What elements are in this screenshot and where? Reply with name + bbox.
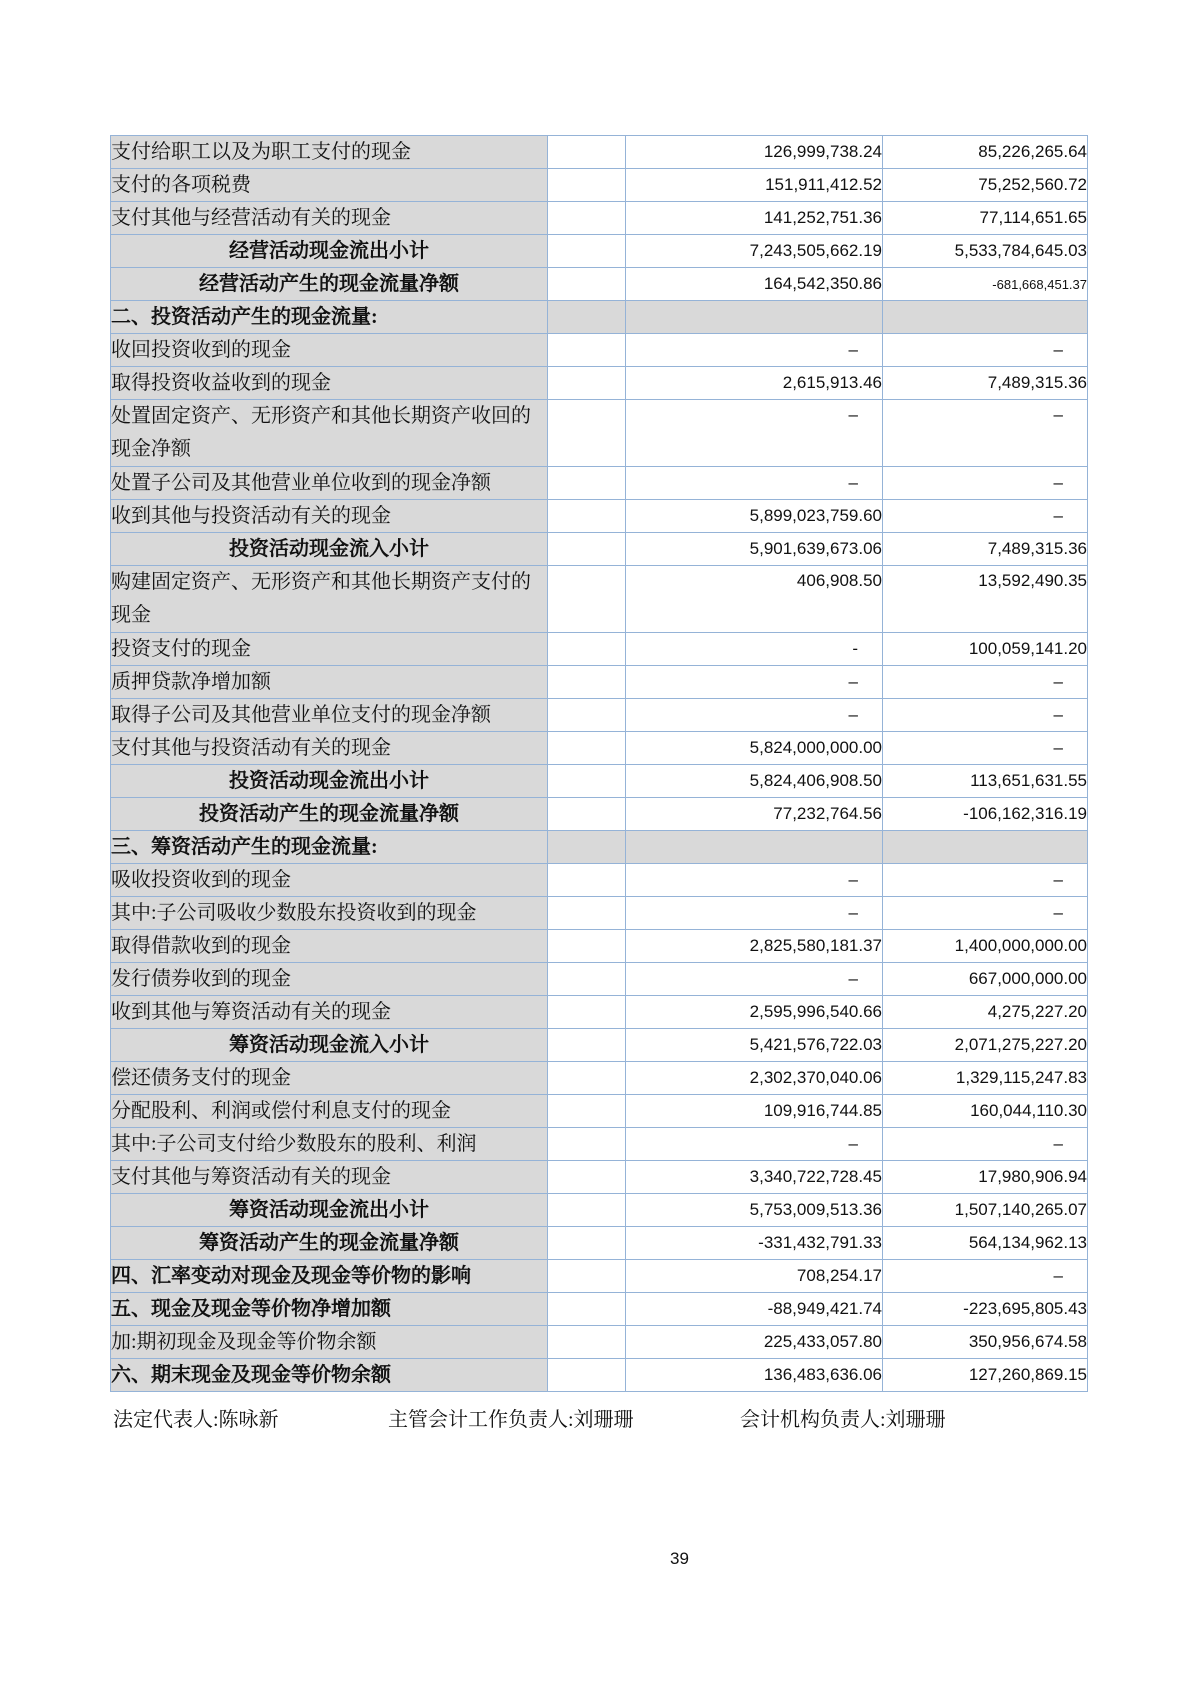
spacer-cell bbox=[548, 1095, 626, 1128]
row-label: 二、投资活动产生的现金流量: bbox=[111, 301, 548, 334]
row-label: 加:期初现金及现金等价物余额 bbox=[111, 1326, 548, 1359]
row-label: 吸收投资收到的现金 bbox=[111, 864, 548, 897]
value-current-period bbox=[626, 301, 883, 334]
table-row bbox=[111, 864, 1088, 897]
table-row bbox=[111, 367, 1088, 400]
spacer-cell bbox=[548, 831, 626, 864]
value-current-period: 141,252,751.36 bbox=[626, 202, 883, 235]
value-current-period: – bbox=[626, 1128, 883, 1161]
value-current-period: 2,615,913.46 bbox=[626, 367, 883, 400]
spacer-cell bbox=[548, 1194, 626, 1227]
row-label: 处置子公司及其他营业单位收到的现金净额 bbox=[111, 467, 548, 500]
row-label: 筹资活动现金流入小计 bbox=[111, 1029, 548, 1062]
value-prior-period: 2,071,275,227.20 bbox=[883, 1029, 1088, 1062]
table-row bbox=[111, 566, 1088, 633]
value-prior-period: 1,507,140,265.07 bbox=[883, 1194, 1088, 1227]
row-label: 投资支付的现金 bbox=[111, 633, 548, 666]
row-label: 购建固定资产、无形资产和其他长期资产支付的现金 bbox=[111, 566, 548, 633]
spacer-cell bbox=[548, 467, 626, 500]
value-prior-period: – bbox=[883, 467, 1088, 500]
value-current-period: 5,824,000,000.00 bbox=[626, 732, 883, 765]
spacer-cell bbox=[548, 798, 626, 831]
spacer-cell bbox=[548, 1161, 626, 1194]
spacer-cell bbox=[548, 996, 626, 1029]
value-current-period: 126,999,738.24 bbox=[626, 136, 883, 169]
table-row bbox=[111, 1029, 1088, 1062]
row-label: 四、汇率变动对现金及现金等价物的影响 bbox=[111, 1260, 548, 1293]
table-row bbox=[111, 765, 1088, 798]
row-label: 经营活动现金流出小计 bbox=[111, 235, 548, 268]
row-label: 收到其他与筹资活动有关的现金 bbox=[111, 996, 548, 1029]
cash-flow-table bbox=[110, 135, 1088, 1392]
value-prior-period: 4,275,227.20 bbox=[883, 996, 1088, 1029]
row-label: 取得投资收益收到的现金 bbox=[111, 367, 548, 400]
value-current-period: – bbox=[626, 897, 883, 930]
value-current-period: – bbox=[626, 963, 883, 996]
spacer-cell bbox=[548, 1293, 626, 1326]
row-label: 投资活动现金流出小计 bbox=[111, 765, 548, 798]
row-label: 支付其他与投资活动有关的现金 bbox=[111, 732, 548, 765]
value-prior-period: 564,134,962.13 bbox=[883, 1227, 1088, 1260]
row-label: 投资活动现金流入小计 bbox=[111, 533, 548, 566]
value-prior-period: -681,668,451.37 bbox=[883, 268, 1088, 301]
value-prior-period: – bbox=[883, 732, 1088, 765]
table-row bbox=[111, 699, 1088, 732]
spacer-cell bbox=[548, 765, 626, 798]
value-current-period: – bbox=[626, 400, 883, 467]
table-row bbox=[111, 500, 1088, 533]
value-prior-period bbox=[883, 301, 1088, 334]
value-current-period: – bbox=[626, 699, 883, 732]
value-current-period: 2,595,996,540.66 bbox=[626, 996, 883, 1029]
table-row bbox=[111, 533, 1088, 566]
table-row bbox=[111, 1359, 1088, 1392]
row-label: 取得借款收到的现金 bbox=[111, 930, 548, 963]
table-row bbox=[111, 400, 1088, 467]
table-body bbox=[111, 136, 1088, 1392]
row-label: 处置固定资产、无形资产和其他长期资产收回的现金净额 bbox=[111, 400, 548, 467]
value-prior-period: – bbox=[883, 1128, 1088, 1161]
value-current-period: 2,825,580,181.37 bbox=[626, 930, 883, 963]
spacer-cell bbox=[548, 202, 626, 235]
value-prior-period: – bbox=[883, 1260, 1088, 1293]
value-current-period: 225,433,057.80 bbox=[626, 1326, 883, 1359]
spacer-cell bbox=[548, 897, 626, 930]
table-row bbox=[111, 930, 1088, 963]
value-prior-period: 350,956,674.58 bbox=[883, 1326, 1088, 1359]
row-label: 其中:子公司支付给少数股东的股利、利润 bbox=[111, 1128, 548, 1161]
row-label: 支付的各项税费 bbox=[111, 169, 548, 202]
spacer-cell bbox=[548, 500, 626, 533]
table-row bbox=[111, 666, 1088, 699]
value-prior-period: 75,252,560.72 bbox=[883, 169, 1088, 202]
value-current-period: 5,901,639,673.06 bbox=[626, 533, 883, 566]
value-current-period: 77,232,764.56 bbox=[626, 798, 883, 831]
value-current-period: 164,542,350.86 bbox=[626, 268, 883, 301]
spacer-cell bbox=[548, 400, 626, 467]
value-prior-period bbox=[883, 831, 1088, 864]
value-current-period: 109,916,744.85 bbox=[626, 1095, 883, 1128]
table-row bbox=[111, 301, 1088, 334]
table-row bbox=[111, 1326, 1088, 1359]
value-prior-period: 1,329,115,247.83 bbox=[883, 1062, 1088, 1095]
spacer-cell bbox=[548, 1260, 626, 1293]
row-label: 质押贷款净增加额 bbox=[111, 666, 548, 699]
table-row bbox=[111, 1260, 1088, 1293]
row-label: 五、现金及现金等价物净增加额 bbox=[111, 1293, 548, 1326]
spacer-cell bbox=[548, 367, 626, 400]
table-row bbox=[111, 1194, 1088, 1227]
row-label: 经营活动产生的现金流量净额 bbox=[111, 268, 548, 301]
value-prior-period: – bbox=[883, 400, 1088, 467]
row-label: 其中:子公司吸收少数股东投资收到的现金 bbox=[111, 897, 548, 930]
spacer-cell bbox=[548, 533, 626, 566]
table-row bbox=[111, 1227, 1088, 1260]
row-label: 支付其他与经营活动有关的现金 bbox=[111, 202, 548, 235]
spacer-cell bbox=[548, 963, 626, 996]
spacer-cell bbox=[548, 1029, 626, 1062]
value-current-period: 3,340,722,728.45 bbox=[626, 1161, 883, 1194]
table-row bbox=[111, 467, 1088, 500]
row-label: 筹资活动产生的现金流量净额 bbox=[111, 1227, 548, 1260]
value-current-period: -88,949,421.74 bbox=[626, 1293, 883, 1326]
value-prior-period: -223,695,805.43 bbox=[883, 1293, 1088, 1326]
spacer-cell bbox=[548, 864, 626, 897]
value-prior-period: 160,044,110.30 bbox=[883, 1095, 1088, 1128]
value-prior-period: 5,533,784,645.03 bbox=[883, 235, 1088, 268]
row-label: 支付给职工以及为职工支付的现金 bbox=[111, 136, 548, 169]
spacer-cell bbox=[548, 169, 626, 202]
value-prior-period: – bbox=[883, 897, 1088, 930]
value-current-period: – bbox=[626, 666, 883, 699]
value-prior-period: 17,980,906.94 bbox=[883, 1161, 1088, 1194]
value-current-period: 7,243,505,662.19 bbox=[626, 235, 883, 268]
table-row bbox=[111, 996, 1088, 1029]
value-prior-period: – bbox=[883, 334, 1088, 367]
accounting-department-head-signature: 会计机构负责人:刘珊珊 bbox=[740, 1409, 946, 1431]
table-row bbox=[111, 169, 1088, 202]
table-row bbox=[111, 1161, 1088, 1194]
value-prior-period: -106,162,316.19 bbox=[883, 798, 1088, 831]
value-current-period: – bbox=[626, 864, 883, 897]
value-current-period: 5,824,406,908.50 bbox=[626, 765, 883, 798]
chief-accountant-signature: 主管会计工作负责人:刘珊珊 bbox=[388, 1409, 634, 1431]
spacer-cell bbox=[548, 732, 626, 765]
spacer-cell bbox=[548, 699, 626, 732]
table-row bbox=[111, 334, 1088, 367]
table-row bbox=[111, 897, 1088, 930]
value-prior-period: 7,489,315.36 bbox=[883, 367, 1088, 400]
value-current-period: 2,302,370,040.06 bbox=[626, 1062, 883, 1095]
table-row bbox=[111, 202, 1088, 235]
spacer-cell bbox=[548, 930, 626, 963]
row-label: 收到其他与投资活动有关的现金 bbox=[111, 500, 548, 533]
value-current-period: – bbox=[626, 334, 883, 367]
legal-representative-signature: 法定代表人:陈咏新 bbox=[113, 1409, 279, 1431]
value-prior-period: – bbox=[883, 864, 1088, 897]
value-prior-period: 1,400,000,000.00 bbox=[883, 930, 1088, 963]
row-label: 六、期末现金及现金等价物余额 bbox=[111, 1359, 548, 1392]
row-label: 偿还债务支付的现金 bbox=[111, 1062, 548, 1095]
value-prior-period: 77,114,651.65 bbox=[883, 202, 1088, 235]
spacer-cell bbox=[548, 1359, 626, 1392]
spacer-cell bbox=[548, 1227, 626, 1260]
table-row bbox=[111, 963, 1088, 996]
row-label: 收回投资收到的现金 bbox=[111, 334, 548, 367]
spacer-cell bbox=[548, 334, 626, 367]
spacer-cell bbox=[548, 1062, 626, 1095]
table-row bbox=[111, 1095, 1088, 1128]
value-current-period: 5,899,023,759.60 bbox=[626, 500, 883, 533]
value-prior-period: 667,000,000.00 bbox=[883, 963, 1088, 996]
value-current-period: - bbox=[626, 633, 883, 666]
spacer-cell bbox=[548, 136, 626, 169]
page-number: 39 bbox=[670, 1549, 689, 1568]
row-label: 发行债券收到的现金 bbox=[111, 963, 548, 996]
spacer-cell bbox=[548, 666, 626, 699]
row-label: 三、筹资活动产生的现金流量: bbox=[111, 831, 548, 864]
spacer-cell bbox=[548, 301, 626, 334]
value-prior-period: – bbox=[883, 666, 1088, 699]
row-label: 分配股利、利润或偿付利息支付的现金 bbox=[111, 1095, 548, 1128]
table-row bbox=[111, 1128, 1088, 1161]
table-row bbox=[111, 268, 1088, 301]
table-row bbox=[111, 831, 1088, 864]
table-row bbox=[111, 136, 1088, 169]
value-current-period: 708,254.17 bbox=[626, 1260, 883, 1293]
table-row bbox=[111, 732, 1088, 765]
spacer-cell bbox=[548, 1128, 626, 1161]
spacer-cell bbox=[548, 633, 626, 666]
table-row bbox=[111, 798, 1088, 831]
row-label: 支付其他与筹资活动有关的现金 bbox=[111, 1161, 548, 1194]
spacer-cell bbox=[548, 1326, 626, 1359]
value-current-period: 151,911,412.52 bbox=[626, 169, 883, 202]
value-current-period: 5,753,009,513.36 bbox=[626, 1194, 883, 1227]
value-current-period: 406,908.50 bbox=[626, 566, 883, 633]
value-prior-period: 127,260,869.15 bbox=[883, 1359, 1088, 1392]
table-row bbox=[111, 1293, 1088, 1326]
table-row bbox=[111, 1062, 1088, 1095]
value-prior-period: 7,489,315.36 bbox=[883, 533, 1088, 566]
spacer-cell bbox=[548, 268, 626, 301]
value-current-period bbox=[626, 831, 883, 864]
value-prior-period: 85,226,265.64 bbox=[883, 136, 1088, 169]
value-prior-period: – bbox=[883, 500, 1088, 533]
row-label: 投资活动产生的现金流量净额 bbox=[111, 798, 548, 831]
spacer-cell bbox=[548, 235, 626, 268]
value-current-period: 5,421,576,722.03 bbox=[626, 1029, 883, 1062]
value-prior-period: 100,059,141.20 bbox=[883, 633, 1088, 666]
row-label: 取得子公司及其他营业单位支付的现金净额 bbox=[111, 699, 548, 732]
value-current-period: – bbox=[626, 467, 883, 500]
table-row bbox=[111, 235, 1088, 268]
value-current-period: 136,483,636.06 bbox=[626, 1359, 883, 1392]
spacer-cell bbox=[548, 566, 626, 633]
value-prior-period: 113,651,631.55 bbox=[883, 765, 1088, 798]
table-row bbox=[111, 633, 1088, 666]
row-label: 筹资活动现金流出小计 bbox=[111, 1194, 548, 1227]
value-prior-period: – bbox=[883, 699, 1088, 732]
value-prior-period: 13,592,490.35 bbox=[883, 566, 1088, 633]
value-current-period: -331,432,791.33 bbox=[626, 1227, 883, 1260]
signature-line bbox=[0, 1403, 1200, 1433]
